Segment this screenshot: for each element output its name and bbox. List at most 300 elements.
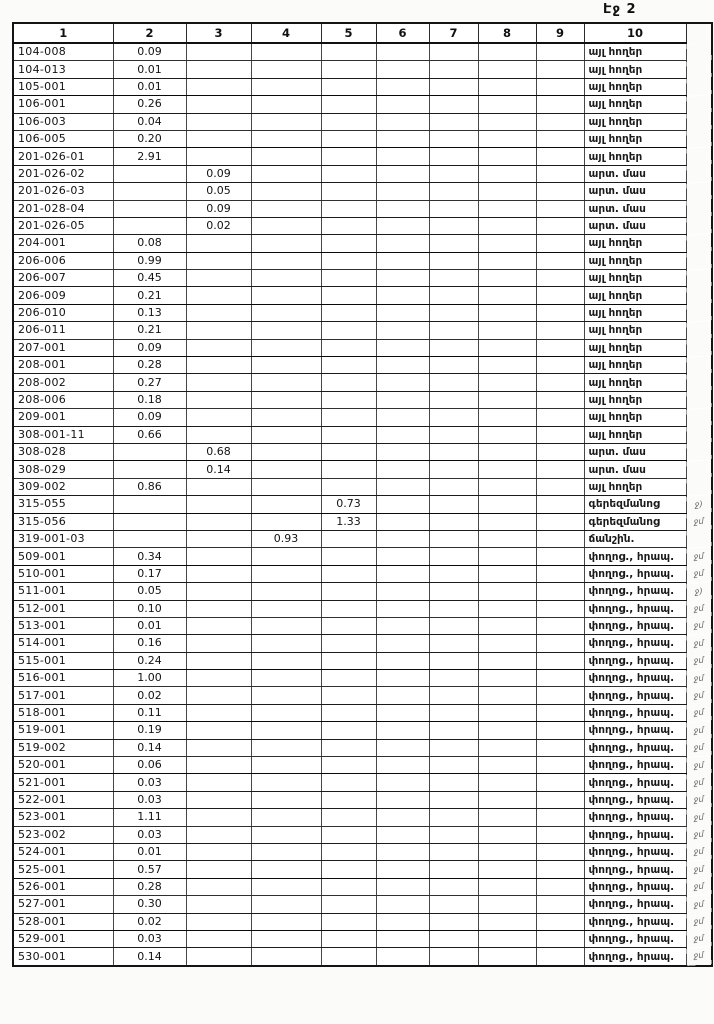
value-col3-cell — [186, 426, 251, 443]
empty-col8-cell — [478, 426, 536, 443]
empty-col7-cell — [429, 200, 478, 217]
parcel-code-cell: 106-003 — [13, 113, 113, 130]
table-row — [13, 930, 712, 947]
land-use-cell: փողոց., հրապ. — [584, 809, 686, 826]
value-col3-cell — [186, 757, 251, 774]
table-row — [13, 374, 712, 391]
value-col5-cell — [321, 652, 376, 669]
value-col2-cell: 0.45 — [113, 270, 186, 287]
empty-col6-cell — [376, 478, 429, 495]
value-col3-cell — [186, 96, 251, 113]
empty-col6-cell — [376, 252, 429, 269]
parcel-code-cell: 512-001 — [13, 600, 113, 617]
margin-note: ջմ — [685, 825, 712, 844]
table-body — [13, 43, 712, 966]
land-use-cell: գերեզմանոց — [584, 513, 686, 530]
margin-note: ջմ — [685, 547, 712, 566]
value-col4-cell — [251, 96, 321, 113]
value-col2-cell — [113, 183, 186, 200]
empty-col6-cell — [376, 235, 429, 252]
empty-col7-cell — [429, 687, 478, 704]
land-use-cell: արտ. մաս — [584, 461, 686, 478]
parcel-code-cell: 209-001 — [13, 409, 113, 426]
table-row — [13, 478, 712, 495]
value-col4-cell — [251, 548, 321, 565]
empty-col6-cell — [376, 165, 429, 182]
value-col3-cell: 0.02 — [186, 217, 251, 234]
empty-col9-cell — [536, 496, 584, 513]
value-col3-cell — [186, 913, 251, 930]
empty-col7-cell — [429, 443, 478, 460]
empty-col6-cell — [376, 600, 429, 617]
value-col3-cell — [186, 600, 251, 617]
empty-col6-cell — [376, 565, 429, 582]
land-use-cell: փողոց., հրապ. — [584, 635, 686, 652]
empty-col9-cell — [536, 774, 584, 791]
empty-col8-cell — [478, 409, 536, 426]
land-use-cell: այլ հողեր — [584, 78, 686, 95]
empty-col6-cell — [376, 496, 429, 513]
land-use-cell: փողոց., հրապ. — [584, 774, 686, 791]
table-row — [13, 443, 712, 460]
value-col3-cell — [186, 409, 251, 426]
table-row — [13, 148, 712, 165]
value-col2-cell: 0.28 — [113, 878, 186, 895]
table-row — [13, 600, 712, 617]
empty-col8-cell — [478, 130, 536, 147]
value-col4-cell — [251, 896, 321, 913]
empty-col9-cell — [536, 913, 584, 930]
empty-col6-cell — [376, 130, 429, 147]
value-col5-cell — [321, 339, 376, 356]
margin-note — [685, 164, 712, 183]
land-use-cell: այլ հողեր — [584, 478, 686, 495]
empty-col7-cell — [429, 513, 478, 530]
value-col5-cell — [321, 774, 376, 791]
empty-col9-cell — [536, 704, 584, 721]
value-col4-cell — [251, 357, 321, 374]
value-col2-cell: 0.08 — [113, 235, 186, 252]
empty-col8-cell — [478, 165, 536, 182]
empty-col7-cell — [429, 878, 478, 895]
land-use-cell: փողոց., հրապ. — [584, 843, 686, 860]
empty-col8-cell — [478, 287, 536, 304]
empty-col8-cell — [478, 61, 536, 78]
empty-col7-cell — [429, 43, 478, 61]
land-use-cell: գերեզմանոց — [584, 496, 686, 513]
value-col2-cell: 1.00 — [113, 670, 186, 687]
parcel-code-cell: 206-010 — [13, 304, 113, 321]
empty-col9-cell — [536, 113, 584, 130]
value-col5-cell — [321, 809, 376, 826]
empty-col8-cell — [478, 878, 536, 895]
land-use-cell: փողոց., հրապ. — [584, 896, 686, 913]
empty-col9-cell — [536, 443, 584, 460]
land-use-cell: փողոց., հրապ. — [584, 583, 686, 600]
value-col3-cell — [186, 670, 251, 687]
parcel-code-cell: 509-001 — [13, 548, 113, 565]
empty-col7-cell — [429, 478, 478, 495]
empty-col8-cell — [478, 443, 536, 460]
empty-col7-cell — [429, 287, 478, 304]
empty-col6-cell — [376, 43, 429, 61]
margin-note — [685, 182, 712, 201]
value-col2-cell — [113, 217, 186, 234]
parcel-code-cell: 201-026-01 — [13, 148, 113, 165]
value-col5-cell — [321, 757, 376, 774]
value-col5-cell — [321, 948, 376, 966]
value-col5-cell — [321, 374, 376, 391]
land-use-cell: փողոց., հրապ. — [584, 617, 686, 634]
value-col5-cell — [321, 861, 376, 878]
table-row — [13, 43, 712, 61]
value-col5-cell — [321, 930, 376, 947]
table-row — [13, 496, 712, 513]
empty-col8-cell — [478, 200, 536, 217]
value-col5-cell — [321, 478, 376, 495]
land-use-cell: այլ հողեր — [584, 113, 686, 130]
empty-col9-cell — [536, 896, 584, 913]
value-col5-cell — [321, 600, 376, 617]
parcel-code-cell: 511-001 — [13, 583, 113, 600]
value-col2-cell: 0.13 — [113, 304, 186, 321]
value-col3-cell — [186, 635, 251, 652]
land-use-cell: այլ հողեր — [584, 270, 686, 287]
empty-col6-cell — [376, 843, 429, 860]
empty-col8-cell — [478, 374, 536, 391]
value-col3-cell — [186, 774, 251, 791]
empty-col8-cell — [478, 304, 536, 321]
value-col4-cell — [251, 217, 321, 234]
value-col3-cell — [186, 304, 251, 321]
empty-col9-cell — [536, 78, 584, 95]
empty-col8-cell — [478, 113, 536, 130]
land-use-cell: փողոց., հրապ. — [584, 670, 686, 687]
empty-col8-cell — [478, 96, 536, 113]
value-col5-cell — [321, 96, 376, 113]
empty-col9-cell — [536, 426, 584, 443]
value-col2-cell: 0.14 — [113, 948, 186, 966]
empty-col6-cell — [376, 635, 429, 652]
value-col4-cell — [251, 374, 321, 391]
empty-col9-cell — [536, 357, 584, 374]
table-row — [13, 670, 712, 687]
empty-col9-cell — [536, 583, 584, 600]
empty-col7-cell — [429, 565, 478, 582]
value-col3-cell — [186, 391, 251, 408]
land-use-cell: այլ հողեր — [584, 304, 686, 321]
margin-note: ջմ — [685, 617, 712, 636]
empty-col9-cell — [536, 461, 584, 478]
empty-col6-cell — [376, 374, 429, 391]
margin-note: ջմ — [685, 564, 712, 583]
value-col3-cell — [186, 809, 251, 826]
land-use-cell: արտ. մաս — [584, 183, 686, 200]
empty-col8-cell — [478, 322, 536, 339]
value-col5-cell — [321, 704, 376, 721]
land-use-cell: փողոց., հրապ. — [584, 948, 686, 966]
empty-col8-cell — [478, 496, 536, 513]
value-col2-cell — [113, 513, 186, 530]
column-header-5: 5 — [321, 23, 376, 43]
value-col2-cell: 0.24 — [113, 652, 186, 669]
value-col5-cell — [321, 635, 376, 652]
parcel-code-cell: 207-001 — [13, 339, 113, 356]
value-col2-cell: 0.21 — [113, 322, 186, 339]
empty-col9-cell — [536, 478, 584, 495]
land-use-cell: արտ. մաս — [584, 443, 686, 460]
empty-col7-cell — [429, 739, 478, 756]
value-col3-cell — [186, 739, 251, 756]
empty-col7-cell — [429, 600, 478, 617]
empty-col9-cell — [536, 530, 584, 547]
empty-col6-cell — [376, 791, 429, 808]
table-row — [13, 652, 712, 669]
empty-col7-cell — [429, 791, 478, 808]
margin-note — [685, 269, 712, 288]
value-col4-cell — [251, 61, 321, 78]
table-row — [13, 513, 712, 530]
value-col4-cell — [251, 652, 321, 669]
parcel-code-cell: 106-001 — [13, 96, 113, 113]
value-col4-cell — [251, 391, 321, 408]
empty-col8-cell — [478, 565, 536, 582]
value-col5-cell — [321, 409, 376, 426]
empty-col9-cell — [536, 739, 584, 756]
value-col3-cell: 0.09 — [186, 165, 251, 182]
table-row — [13, 270, 712, 287]
empty-col7-cell — [429, 217, 478, 234]
value-col4-cell — [251, 600, 321, 617]
value-col4-cell — [251, 461, 321, 478]
value-col2-cell: 0.09 — [113, 409, 186, 426]
empty-col7-cell — [429, 165, 478, 182]
table-row — [13, 461, 712, 478]
value-col4-cell — [251, 252, 321, 269]
value-col5-cell — [321, 43, 376, 61]
parcel-code-cell: 201-028-04 — [13, 200, 113, 217]
value-col5-cell — [321, 200, 376, 217]
value-col5-cell: 1.33 — [321, 513, 376, 530]
value-col5-cell — [321, 304, 376, 321]
empty-col7-cell — [429, 548, 478, 565]
parcel-code-cell: 529-001 — [13, 930, 113, 947]
value-col3-cell — [186, 374, 251, 391]
land-use-cell: փողոց., հրապ. — [584, 826, 686, 843]
empty-col9-cell — [536, 565, 584, 582]
value-col3-cell — [186, 43, 251, 61]
table-row — [13, 96, 712, 113]
empty-col8-cell — [478, 704, 536, 721]
parcel-code-cell: 519-001 — [13, 722, 113, 739]
empty-col6-cell — [376, 617, 429, 634]
parcel-code-cell: 510-001 — [13, 565, 113, 582]
parcel-code-cell: 206-006 — [13, 252, 113, 269]
margin-note: ջմ — [685, 512, 712, 531]
value-col2-cell — [113, 530, 186, 547]
value-col5-cell — [321, 722, 376, 739]
land-use-cell: փողոց., հրապ. — [584, 791, 686, 808]
land-use-cell: փողոց., հրապ. — [584, 704, 686, 721]
value-col2-cell: 0.11 — [113, 704, 186, 721]
empty-col6-cell — [376, 670, 429, 687]
value-col4-cell — [251, 426, 321, 443]
empty-col8-cell — [478, 687, 536, 704]
empty-col8-cell — [478, 670, 536, 687]
parcel-code-cell: 308-029 — [13, 461, 113, 478]
empty-col8-cell — [478, 757, 536, 774]
empty-col6-cell — [376, 409, 429, 426]
empty-col7-cell — [429, 61, 478, 78]
table-row — [13, 409, 712, 426]
margin-note — [685, 530, 712, 549]
empty-col7-cell — [429, 826, 478, 843]
empty-col9-cell — [536, 548, 584, 565]
value-col5-cell — [321, 165, 376, 182]
parcel-code-cell: 201-026-03 — [13, 183, 113, 200]
value-col4-cell — [251, 200, 321, 217]
value-col4-cell — [251, 304, 321, 321]
value-col4-cell — [251, 617, 321, 634]
land-use-cell: այլ հողեր — [584, 130, 686, 147]
value-col4-cell — [251, 913, 321, 930]
empty-col9-cell — [536, 513, 584, 530]
empty-col7-cell — [429, 252, 478, 269]
margin-note — [685, 77, 712, 96]
value-col5-cell — [321, 739, 376, 756]
margin-note — [685, 356, 712, 375]
value-col5-cell — [321, 391, 376, 408]
table-row — [13, 826, 712, 843]
empty-col8-cell — [478, 913, 536, 930]
empty-col6-cell — [376, 426, 429, 443]
empty-col6-cell — [376, 443, 429, 460]
table-row — [13, 322, 712, 339]
value-col5-cell — [321, 583, 376, 600]
table-row — [13, 757, 712, 774]
value-col4-cell — [251, 843, 321, 860]
value-col3-cell — [186, 826, 251, 843]
parcel-code-cell: 521-001 — [13, 774, 113, 791]
empty-col6-cell — [376, 113, 429, 130]
table-row — [13, 426, 712, 443]
empty-col8-cell — [478, 930, 536, 947]
value-col2-cell: 0.57 — [113, 861, 186, 878]
table-row — [13, 357, 712, 374]
column-header-4: 4 — [251, 23, 321, 43]
value-col4-cell — [251, 687, 321, 704]
value-col4-cell — [251, 113, 321, 130]
empty-col9-cell — [536, 130, 584, 147]
table-row — [13, 252, 712, 269]
empty-col7-cell — [429, 670, 478, 687]
empty-col6-cell — [376, 652, 429, 669]
empty-col8-cell — [478, 548, 536, 565]
empty-col7-cell — [429, 948, 478, 966]
parcel-code-cell: 201-026-05 — [13, 217, 113, 234]
value-col4-cell — [251, 287, 321, 304]
empty-col9-cell — [536, 304, 584, 321]
empty-col6-cell — [376, 757, 429, 774]
margin-note — [685, 408, 712, 427]
empty-col8-cell — [478, 843, 536, 860]
value-col2-cell: 0.17 — [113, 565, 186, 582]
land-use-cell: այլ հողեր — [584, 96, 686, 113]
table-row — [13, 896, 712, 913]
empty-col7-cell — [429, 235, 478, 252]
parcel-code-cell: 515-001 — [13, 652, 113, 669]
parcel-code-cell: 520-001 — [13, 757, 113, 774]
empty-col7-cell — [429, 930, 478, 947]
land-use-cell: այլ հողեր — [584, 374, 686, 391]
empty-col8-cell — [478, 391, 536, 408]
parcel-code-cell: 523-002 — [13, 826, 113, 843]
empty-col6-cell — [376, 722, 429, 739]
land-use-cell: փողոց., հրապ. — [584, 565, 686, 582]
parcel-code-cell: 208-001 — [13, 357, 113, 374]
empty-col6-cell — [376, 78, 429, 95]
value-col5-cell — [321, 235, 376, 252]
empty-col7-cell — [429, 704, 478, 721]
column-header-1: 1 — [13, 23, 113, 43]
margin-note: ջմ — [685, 599, 712, 618]
value-col2-cell: 0.21 — [113, 287, 186, 304]
value-col4-cell — [251, 496, 321, 513]
table-header-row — [13, 23, 712, 43]
value-col3-cell — [186, 704, 251, 721]
empty-col7-cell — [429, 357, 478, 374]
land-use-cell: արտ. մաս — [584, 165, 686, 182]
empty-col6-cell — [376, 304, 429, 321]
table-row — [13, 391, 712, 408]
land-use-cell: այլ հողեր — [584, 148, 686, 165]
value-col3-cell — [186, 722, 251, 739]
empty-col9-cell — [536, 322, 584, 339]
margin-note: ջմ — [685, 912, 712, 931]
land-use-cell: այլ հողեր — [584, 391, 686, 408]
page-number-label: Էջ 2 — [603, 2, 637, 17]
empty-col7-cell — [429, 113, 478, 130]
value-col4-cell — [251, 43, 321, 61]
value-col5-cell — [321, 530, 376, 547]
empty-col9-cell — [536, 843, 584, 860]
parcel-code-cell: 514-001 — [13, 635, 113, 652]
empty-col8-cell — [478, 861, 536, 878]
empty-col6-cell — [376, 183, 429, 200]
margin-note: ջմ — [685, 669, 712, 688]
empty-col7-cell — [429, 652, 478, 669]
empty-col9-cell — [536, 61, 584, 78]
empty-col8-cell — [478, 948, 536, 966]
table-row — [13, 287, 712, 304]
value-col2-cell: 0.01 — [113, 61, 186, 78]
value-col2-cell: 0.18 — [113, 391, 186, 408]
land-use-cell: փողոց., հրապ. — [584, 861, 686, 878]
value-col4-cell — [251, 270, 321, 287]
empty-col9-cell — [536, 652, 584, 669]
empty-col8-cell — [478, 252, 536, 269]
table-row — [13, 235, 712, 252]
land-use-cell: այլ հողեր — [584, 426, 686, 443]
value-col2-cell: 0.19 — [113, 722, 186, 739]
empty-col6-cell — [376, 96, 429, 113]
empty-col7-cell — [429, 583, 478, 600]
value-col5-cell — [321, 913, 376, 930]
empty-col6-cell — [376, 287, 429, 304]
value-col2-cell: 0.28 — [113, 357, 186, 374]
value-col4-cell — [251, 443, 321, 460]
value-col2-cell: 0.02 — [113, 687, 186, 704]
